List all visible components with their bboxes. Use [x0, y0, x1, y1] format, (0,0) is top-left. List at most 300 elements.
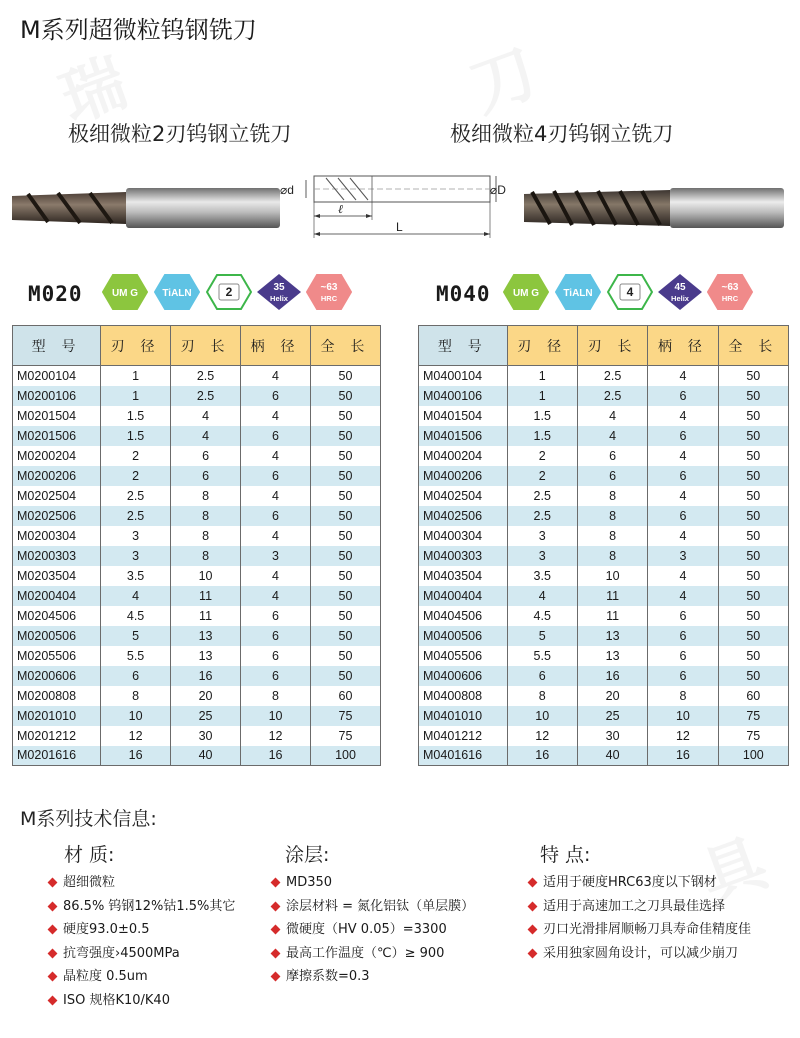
bullet-icon — [271, 878, 281, 888]
list-item-text: MD350 — [286, 875, 333, 890]
value-cell: 1.5 — [101, 406, 171, 426]
model-cell: M0401504 — [419, 406, 508, 426]
value-cell: 4 — [241, 526, 311, 546]
model-cell: M0400404 — [419, 586, 508, 606]
model-cell: M0400106 — [419, 386, 508, 406]
value-cell: 5 — [101, 626, 171, 646]
value-cell: 50 — [718, 646, 788, 666]
table-row — [13, 406, 381, 426]
value-cell: 3.5 — [507, 566, 577, 586]
value-cell: 2.5 — [507, 486, 577, 506]
value-cell: 8 — [171, 526, 241, 546]
list-item-text: 抗弯强度›4500MPa — [63, 945, 180, 961]
value-cell: 16 — [648, 746, 718, 766]
value-cell: 6 — [241, 666, 311, 686]
value-cell: 50 — [718, 426, 788, 446]
spec-table-m040 — [418, 325, 789, 766]
value-cell: 50 — [311, 506, 381, 526]
table-row — [13, 486, 381, 506]
value-cell: 1 — [507, 366, 577, 386]
value-cell: 75 — [718, 706, 788, 726]
value-cell: 6 — [648, 666, 718, 686]
table-row — [419, 706, 789, 726]
badge-text: 35 — [273, 282, 285, 293]
value-cell: 4 — [171, 406, 241, 426]
coating-list — [269, 874, 474, 992]
value-cell: 6 — [648, 466, 718, 486]
value-cell: 6 — [648, 606, 718, 626]
spec-badge — [607, 273, 653, 311]
model-cell: M0200808 — [13, 686, 101, 706]
list-item — [269, 968, 474, 992]
product-title-4-flute: 极细微粒4刃钨钢立铣刀 — [450, 122, 674, 146]
value-cell: 50 — [718, 546, 788, 566]
value-cell: 30 — [171, 726, 241, 746]
value-cell: 6 — [171, 466, 241, 486]
material-list — [46, 874, 235, 1015]
table-row — [13, 386, 381, 406]
badge-subtext: Helix — [671, 294, 689, 303]
value-cell: 6 — [241, 646, 311, 666]
flute-length-label: ℓ — [338, 202, 343, 216]
model-cell: M0400506 — [419, 626, 508, 646]
spec-badge — [657, 273, 703, 311]
model-cell: M0400304 — [419, 526, 508, 546]
value-cell: 8 — [241, 686, 311, 706]
watermark-char: 刀 — [461, 35, 547, 128]
model-cell: M0202504 — [13, 486, 101, 506]
value-cell: 6 — [241, 506, 311, 526]
model-cell: M0401010 — [419, 706, 508, 726]
list-item-text: ISO 规格K10/K40 — [63, 992, 170, 1008]
table-row — [419, 606, 789, 626]
list-item-text: 硬度93.0±0.5 — [63, 922, 150, 937]
value-cell: 6 — [648, 386, 718, 406]
table-row — [419, 486, 789, 506]
value-cell: 75 — [311, 726, 381, 746]
column-header: 全 长 — [718, 326, 788, 366]
list-item-text: 适用于硬度HRC63度以下钢材 — [543, 875, 717, 890]
value-cell: 2.5 — [171, 386, 241, 406]
table-row — [13, 626, 381, 646]
features-title: 特 点: — [540, 844, 591, 866]
value-cell: 12 — [648, 726, 718, 746]
value-cell: 50 — [311, 366, 381, 386]
badge-subtext: Helix — [270, 294, 288, 303]
bullet-icon — [528, 878, 538, 888]
value-cell: 12 — [241, 726, 311, 746]
model-cell: M0200106 — [13, 386, 101, 406]
list-item — [46, 968, 235, 992]
value-cell: 2.5 — [507, 506, 577, 526]
value-cell: 25 — [171, 706, 241, 726]
table-row — [419, 546, 789, 566]
spec-badge — [102, 273, 148, 311]
value-cell: 8 — [507, 686, 577, 706]
table-row — [13, 726, 381, 746]
value-cell: 4 — [648, 446, 718, 466]
model-cell: M0400808 — [419, 686, 508, 706]
model-cell: M0201616 — [13, 746, 101, 766]
list-item — [526, 898, 751, 922]
value-cell: 50 — [718, 606, 788, 626]
table-row — [419, 666, 789, 686]
value-cell: 75 — [311, 706, 381, 726]
value-cell: 4 — [171, 426, 241, 446]
end-mill-4-flute-image — [520, 186, 784, 230]
value-cell: 11 — [171, 606, 241, 626]
value-cell: 5.5 — [507, 646, 577, 666]
model-cell: M0401616 — [419, 746, 508, 766]
value-cell: 50 — [311, 666, 381, 686]
model-cell: M0201504 — [13, 406, 101, 426]
value-cell: 25 — [577, 706, 647, 726]
list-item — [46, 992, 235, 1016]
value-cell: 10 — [577, 566, 647, 586]
bullet-icon — [528, 901, 538, 911]
model-cell: M0200206 — [13, 466, 101, 486]
table-row — [419, 466, 789, 486]
table-row — [419, 426, 789, 446]
bullet-icon — [48, 925, 58, 935]
value-cell: 2.5 — [171, 366, 241, 386]
value-cell: 50 — [718, 526, 788, 546]
badge-text: TiALN — [563, 288, 593, 299]
badge-text: ~63 — [320, 282, 338, 293]
value-cell: 5 — [507, 626, 577, 646]
value-cell: 50 — [718, 626, 788, 646]
table-row — [419, 506, 789, 526]
value-cell: 4 — [241, 366, 311, 386]
value-cell: 1.5 — [507, 426, 577, 446]
value-cell: 50 — [718, 506, 788, 526]
bullet-icon — [271, 948, 281, 958]
table-row — [13, 546, 381, 566]
table-row — [13, 366, 381, 386]
product-title-2-flute: 极细微粒2刃钨钢立铣刀 — [68, 122, 292, 146]
list-item — [269, 921, 474, 945]
total-length-label: L — [396, 220, 403, 234]
value-cell: 10 — [101, 706, 171, 726]
model-cell: M0205506 — [13, 646, 101, 666]
value-cell: 4 — [241, 566, 311, 586]
model-cell: M0401212 — [419, 726, 508, 746]
list-item-text: 超细微粒 — [63, 875, 116, 890]
table-row — [13, 426, 381, 446]
column-header: 柄 径 — [241, 326, 311, 366]
model-cell: M0200506 — [13, 626, 101, 646]
value-cell: 50 — [311, 406, 381, 426]
value-cell: 16 — [171, 666, 241, 686]
value-cell: 12 — [507, 726, 577, 746]
model-cell: M0200404 — [13, 586, 101, 606]
list-item — [46, 945, 235, 969]
value-cell: 50 — [718, 446, 788, 466]
value-cell: 2.5 — [101, 486, 171, 506]
value-cell: 4 — [648, 366, 718, 386]
value-cell: 8 — [577, 506, 647, 526]
value-cell: 8 — [577, 546, 647, 566]
value-cell: 3 — [101, 546, 171, 566]
value-cell: 60 — [718, 686, 788, 706]
badge-subtext: HRC — [320, 294, 338, 303]
value-cell: 6 — [648, 506, 718, 526]
list-item — [526, 874, 751, 898]
value-cell: 1 — [101, 366, 171, 386]
model-cell: M0400606 — [419, 666, 508, 686]
spec-badge — [555, 273, 601, 311]
table-row — [419, 406, 789, 426]
value-cell: 30 — [577, 726, 647, 746]
list-item — [46, 874, 235, 898]
model-cell: M0204506 — [13, 606, 101, 626]
table-row — [419, 686, 789, 706]
value-cell: 8 — [101, 686, 171, 706]
value-cell: 8 — [171, 546, 241, 566]
value-cell: 6 — [101, 666, 171, 686]
list-item — [46, 898, 235, 922]
list-item — [269, 898, 474, 922]
model-cell: M0404506 — [419, 606, 508, 626]
model-cell: M0400206 — [419, 466, 508, 486]
value-cell: 6 — [241, 386, 311, 406]
column-header: 刃 长 — [171, 326, 241, 366]
bullet-icon — [271, 925, 281, 935]
list-item-text: 采用独家圆角设计，可以减少崩刀 — [543, 945, 739, 961]
value-cell: 8 — [171, 506, 241, 526]
value-cell: 3 — [507, 546, 577, 566]
table-row — [13, 446, 381, 466]
spec-badge — [707, 273, 753, 311]
model-cell: M0201506 — [13, 426, 101, 446]
value-cell: 8 — [577, 486, 647, 506]
value-cell: 1.5 — [101, 426, 171, 446]
value-cell: 2 — [101, 466, 171, 486]
value-cell: 6 — [241, 626, 311, 646]
tech-info-title: M系列技术信息: — [20, 808, 157, 830]
table-row — [419, 386, 789, 406]
table-row — [419, 446, 789, 466]
list-item-text: 适用于高速加工之刀具最佳选择 — [543, 898, 726, 914]
value-cell: 13 — [577, 646, 647, 666]
model-cell: M0201010 — [13, 706, 101, 726]
badge-text: 45 — [674, 282, 686, 293]
value-cell: 50 — [311, 566, 381, 586]
table-row — [13, 526, 381, 546]
table-row — [13, 706, 381, 726]
list-item-text: 摩擦系数=0.3 — [286, 969, 370, 984]
value-cell: 1 — [507, 386, 577, 406]
table-row — [419, 526, 789, 546]
value-cell: 50 — [718, 666, 788, 686]
value-cell: 50 — [311, 526, 381, 546]
bullet-icon — [528, 925, 538, 935]
table-row — [419, 746, 789, 766]
value-cell: 1.5 — [507, 406, 577, 426]
column-header: 刃 径 — [101, 326, 171, 366]
material-title: 材 质: — [64, 844, 115, 866]
value-cell: 4 — [648, 566, 718, 586]
value-cell: 12 — [101, 726, 171, 746]
list-item-text: 微硬度（HV 0.05）=3300 — [286, 922, 447, 937]
bullet-icon — [48, 878, 58, 888]
value-cell: 13 — [171, 626, 241, 646]
model-cell: M0203504 — [13, 566, 101, 586]
list-item — [46, 921, 235, 945]
value-cell: 6 — [648, 626, 718, 646]
value-cell: 6 — [577, 466, 647, 486]
watermark-char: 具 — [691, 825, 777, 918]
value-cell: 10 — [171, 566, 241, 586]
value-cell: 2 — [101, 446, 171, 466]
value-cell: 8 — [171, 486, 241, 506]
spec-badge — [154, 273, 200, 311]
value-cell: 3 — [101, 526, 171, 546]
value-cell: 4 — [241, 406, 311, 426]
spec-badge — [206, 273, 252, 311]
value-cell: 4 — [101, 586, 171, 606]
spec-badge — [256, 273, 302, 311]
bullet-icon — [528, 948, 538, 958]
value-cell: 4 — [648, 406, 718, 426]
column-header: 型 号 — [13, 326, 101, 366]
value-cell: 8 — [577, 526, 647, 546]
value-cell: 16 — [507, 746, 577, 766]
value-cell: 2.5 — [577, 386, 647, 406]
value-cell: 2.5 — [577, 366, 647, 386]
page-title: M系列超微粒钨钢铣刀 — [20, 16, 257, 44]
bullet-icon — [48, 948, 58, 958]
badge-text: 2 — [225, 285, 233, 299]
value-cell: 40 — [171, 746, 241, 766]
series-code-m040: M040 — [436, 282, 491, 306]
table-row — [419, 646, 789, 666]
value-cell: 6 — [507, 666, 577, 686]
model-cell: M0402504 — [419, 486, 508, 506]
value-cell: 50 — [311, 446, 381, 466]
value-cell: 4 — [241, 446, 311, 466]
table-row — [13, 466, 381, 486]
value-cell: 50 — [311, 386, 381, 406]
model-cell: M0405506 — [419, 646, 508, 666]
dimension-diagram — [278, 166, 510, 244]
model-cell: M0200204 — [13, 446, 101, 466]
value-cell: 50 — [718, 566, 788, 586]
column-header: 型 号 — [419, 326, 508, 366]
list-item — [526, 945, 751, 969]
model-cell: M0201212 — [13, 726, 101, 746]
table-row — [13, 746, 381, 766]
value-cell: 50 — [311, 646, 381, 666]
column-header: 刃 长 — [577, 326, 647, 366]
value-cell: 100 — [311, 746, 381, 766]
value-cell: 16 — [101, 746, 171, 766]
value-cell: 50 — [718, 366, 788, 386]
spec-badge — [503, 273, 549, 311]
value-cell: 50 — [718, 466, 788, 486]
model-cell: M0403504 — [419, 566, 508, 586]
list-item-text: 晶粒度 0.5um — [63, 969, 148, 984]
badge-text: UM G — [111, 288, 139, 299]
value-cell: 40 — [577, 746, 647, 766]
big-d-label: ⌀D — [490, 183, 506, 197]
model-cell: M0200304 — [13, 526, 101, 546]
column-header: 全 长 — [311, 326, 381, 366]
list-item-text: 刃口光滑排屑顺畅刀具寿命佳精度佳 — [543, 922, 752, 937]
list-item-text: 涂层材料 = 氮化铝钛（单层膜） — [286, 898, 475, 914]
model-cell: M0400204 — [419, 446, 508, 466]
value-cell: 3 — [507, 526, 577, 546]
value-cell: 4 — [241, 586, 311, 606]
value-cell: 4 — [648, 486, 718, 506]
value-cell: 13 — [171, 646, 241, 666]
column-header: 刃 径 — [507, 326, 577, 366]
end-mill-2-flute-image — [8, 186, 280, 230]
value-cell: 50 — [311, 426, 381, 446]
value-cell: 6 — [648, 426, 718, 446]
list-item — [269, 874, 474, 898]
value-cell: 10 — [507, 706, 577, 726]
value-cell: 50 — [311, 606, 381, 626]
spec-table-m020 — [12, 325, 381, 766]
value-cell: 10 — [241, 706, 311, 726]
list-item — [269, 945, 474, 969]
value-cell: 50 — [718, 406, 788, 426]
value-cell: 4 — [577, 406, 647, 426]
value-cell: 4.5 — [101, 606, 171, 626]
value-cell: 4.5 — [507, 606, 577, 626]
value-cell: 4 — [507, 586, 577, 606]
value-cell: 2.5 — [101, 506, 171, 526]
bullet-icon — [48, 901, 58, 911]
value-cell: 60 — [311, 686, 381, 706]
list-item-text: 最高工作温度（℃）≥ 900 — [286, 945, 445, 961]
value-cell: 50 — [718, 386, 788, 406]
value-cell: 13 — [577, 626, 647, 646]
table-row — [13, 606, 381, 626]
small-d-label: ⌀d — [280, 183, 294, 197]
value-cell: 20 — [171, 686, 241, 706]
value-cell: 5.5 — [101, 646, 171, 666]
badge-text: UM G — [512, 288, 540, 299]
value-cell: 2 — [507, 446, 577, 466]
value-cell: 6 — [241, 426, 311, 446]
bullet-icon — [48, 972, 58, 982]
table-header-row — [13, 326, 381, 366]
value-cell: 4 — [577, 426, 647, 446]
table-header-row — [419, 326, 789, 366]
features-list — [526, 874, 751, 968]
value-cell: 50 — [311, 546, 381, 566]
model-cell: M0400104 — [419, 366, 508, 386]
spec-badge — [306, 273, 352, 311]
table-row — [13, 586, 381, 606]
badge-text: ~63 — [721, 282, 739, 293]
list-item-text: 86.5% 钨钢12%钴1.5%其它 — [63, 898, 236, 914]
bullet-icon — [271, 972, 281, 982]
value-cell: 4 — [648, 526, 718, 546]
value-cell: 6 — [577, 446, 647, 466]
table-row — [419, 586, 789, 606]
value-cell: 3.5 — [101, 566, 171, 586]
model-cell: M0202506 — [13, 506, 101, 526]
value-cell: 3 — [241, 546, 311, 566]
badge-subtext: HRC — [721, 294, 739, 303]
value-cell: 16 — [577, 666, 647, 686]
table-row — [13, 506, 381, 526]
table-row — [419, 566, 789, 586]
value-cell: 10 — [648, 706, 718, 726]
